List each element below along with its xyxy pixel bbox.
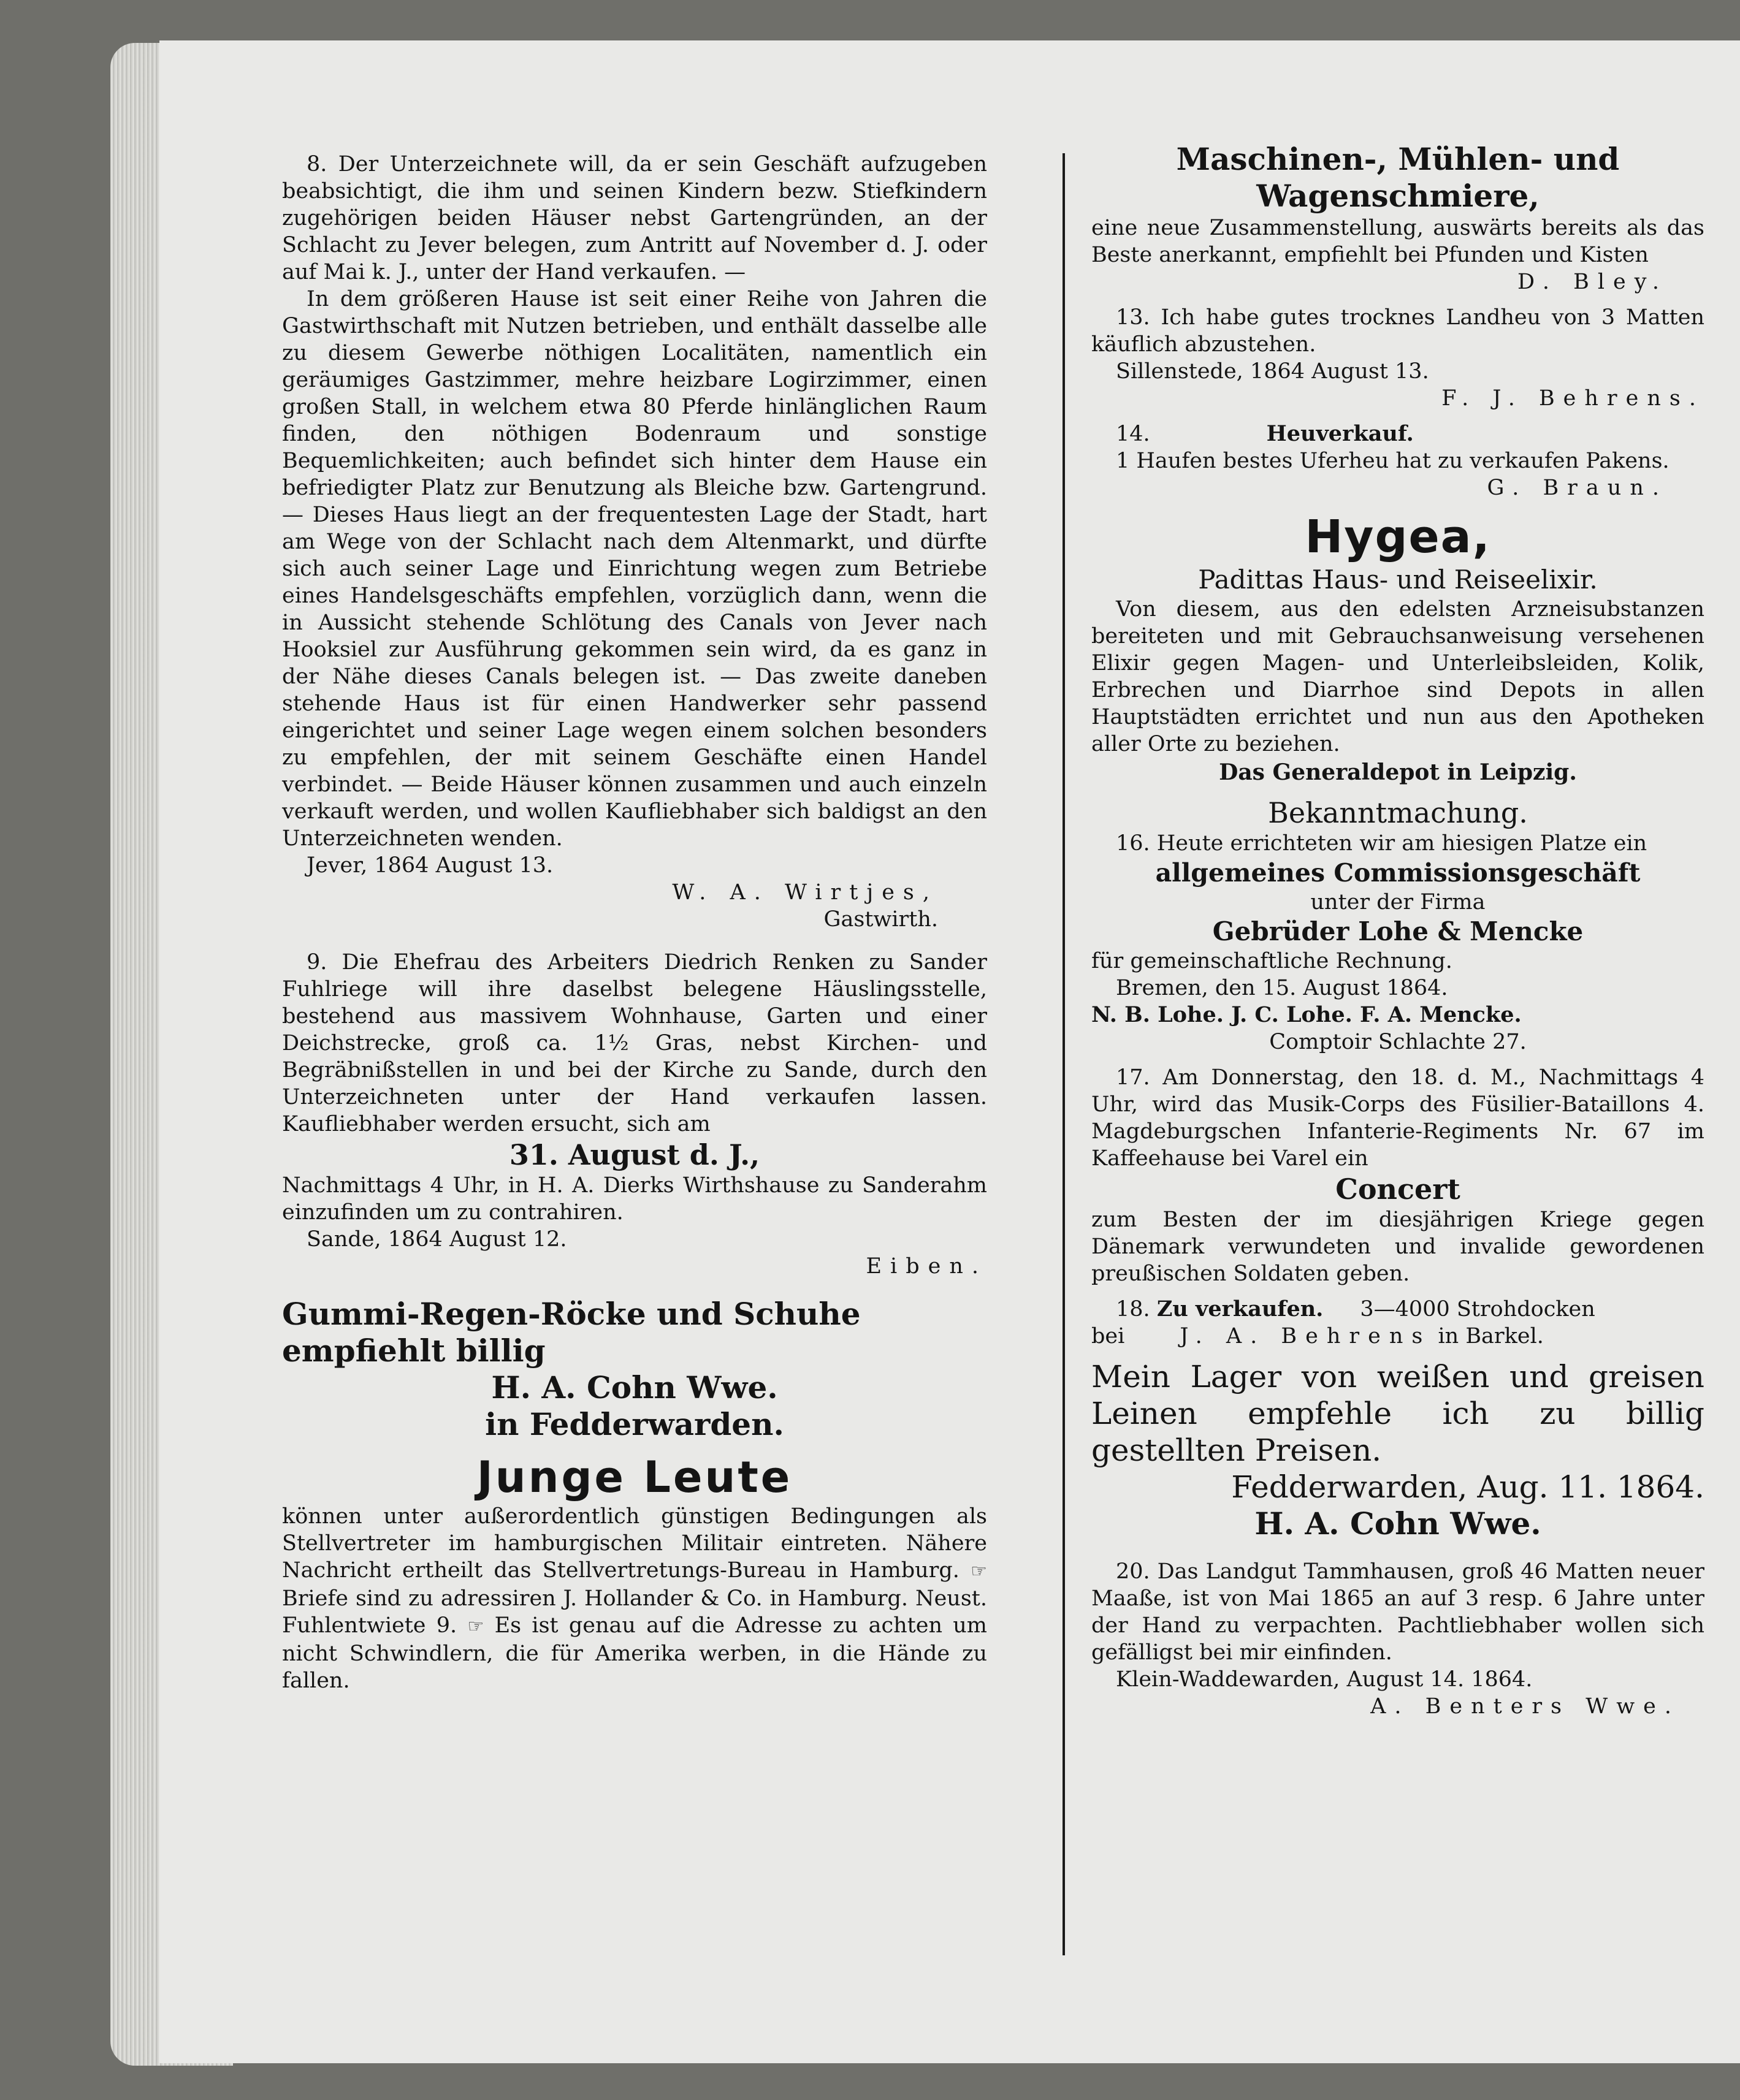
ad-8-signer: W. A. Wirtjes, [672,880,938,905]
bekanntmachung-firm-name: Gebrüder Lohe & Mencke [1212,916,1584,946]
bekanntmachung-signers: N. B. Lohe. J. C. Lohe. F. A. Mencke. [1091,1002,1522,1027]
ad-14-signer: G. Braun. [1487,476,1668,500]
ad-18-title: Zu verkaufen. [1156,1296,1324,1322]
ad-14-title: Heuverkauf. [1266,421,1414,446]
cohn-ad-line2: empfiehlt billig [282,1333,546,1369]
junge-leute-text-c: Es ist genau auf die Adresse zu achten um nicht Schwindlern, die für Amerika werben, in die Hände zu fallen. [282,1613,987,1693]
ad-8-description: In dem größeren Hause ist seit einer Reihe von Jahren die Gastwirthschaft mit Nutzen betrieben, und enthält dasselbe alle zu diesem Gewerbe nöthigen Localitäten, namentlich ein geräumiges Gastzimmer, mehre heizbare Logirzimmer, einen großen Stall, in welchem etwa 80 Pferde hinlänglichen Raum finden, den nöthigen Bodenraum und sonstige Bequemlichkeiten; auch befindet sich hinter dem Hause ein befriedigter Platz zur Benutzung als Bleiche bzw. Gartengrund. — Dieses Haus liegt an der frequentesten Lage der Stadt, hart am Wege von der Schlacht nach dem Altenmarkt, und dürfte sich auch seiner Lage und Einrichtung wegen zum Betriebe eines Handelsgeschäfts empfehlen, vorzüglich dann, wenn die in Aussicht stehende Schlötung des Canals von Jever nach Hooksiel zur Ausführung gekommen sein wird, da es ganz in der Nähe dieses Canals belegen ist. — Das zweite daneben stehende Haus ist für einen Handwerker sehr passend eingerichtet und seiner Lage wegen einem solchen besonders zu empfehlen, der mit seinem Geschäfte einen Handel verbindet. — Beide Häuser können zusammen und auch einzeln verkauft werden, und wollen Kaufliebhaber sich baldigst an den Unterzeichneten wenden. [282,287,987,851]
ad-9-date: 31. August d. J., [509,1138,760,1171]
ad-13-text: 13. Ich habe gutes trocknes Landheu von 3 Matten käuflich abzustehen. [1091,305,1704,357]
hygea-title: Hygea, [1305,511,1491,563]
ad-8-text: 8. Der Unterzeichnete will, da er sein Geschäft aufzugeben beabsichtigt, die ihm und seinen Kindern bezw. Stiefkindern zugehörigen beiden Häuser nebst Gartengründen, an der Schlacht zu Jever belegen, zum Antritt auf November d. J. oder auf Mai k. J., unter der Hand verkaufen. — [282,152,987,284]
cohn-ad-line1: Gummi-Regen-Röcke und Schuhe [282,1296,861,1332]
ad-17-text-2: zum Besten der im diesjährigen Kriege gegen Dänemark verwundeten und invalide gewordenen preußischen Soldaten geben. [1091,1208,1704,1286]
junge-leute-text-b: Briefe sind zu adressiren J. Hollander & Co. in Hamburg. Neust. Fuhlentwiete 9. [282,1586,987,1638]
ad-17-text: 17. Am Donnerstag, den 18. d. M., Nachmittags 4 Uhr, wird das Musik-Corps des Füsilier-Bataillons 4. Magdeburgschen Infanterie-Regiments Nr. 67 im Kaffeehause bei Varel ein [1091,1065,1704,1171]
bekanntmachung-firma: unter der Firma [1310,890,1486,915]
bekanntmachung-title: Bekanntmachung. [1268,796,1528,829]
pointing-hand-icon: ☞ [467,1616,484,1637]
ad-18-line2 [1091,1323,1704,1350]
cohn-ad-line4: in Fedderwarden. [485,1406,784,1442]
maschinen-signer: D. Bley. [1517,270,1668,294]
maschinen-text: eine neue Zusammenstellung, auswärts bereits als das Beste anerkannt, empfiehlt bei Pfunden und Kisten [1091,216,1704,267]
bekanntmachung-purpose: für gemeinschaftliche Rechnung. [1091,949,1452,973]
ad-18-text: 3—4000 Strohdocken [1360,1297,1595,1322]
ad-20-text: 20. Das Landgut Tammhausen, groß 46 Matten neuer Maaße, ist von Mai 1865 an auf 3 resp. 6 Jahre unter der Hand zu verpachten. Pachtliebhaber wollen sich gefälligst bei mir einfinden. [1091,1559,1704,1665]
column-divider [1063,153,1065,1955]
ad-18-name: J. A. Behrens [1180,1324,1432,1349]
ad-9-details: Nachmittags 4 Uhr, in H. A. Dierks Wirthshause zu Sanderahm einzufinden um zu contrahiren. [282,1173,987,1225]
junge-leute-title: Junge Leute [476,1452,793,1502]
ad-9-text: 9. Die Ehefrau des Arbeiters Diedrich Renken zu Sander Fuhlriege will ihre daselbst belegene Häuslingsstelle, bestehend aus massivem Wohnhause, Garten und einer Deichstrecke, groß ca. 1½ Gras, nebst Kirchen- und Begräbnißstellen in und bei der Kirche zu Sande, durch den Unterzeichneten unter der Hand verkaufen lassen. Kaufliebhaber werden ersucht, sich am [282,950,987,1136]
ad-8-role: Gastwirth. [823,907,938,932]
ad-13-signer: F. J. Behrens. [1441,386,1704,411]
ad-8-place-date: Jever, 1864 August 13. [307,853,554,878]
bekanntmachung-text: 16. Heute errichteten wir am hiesigen Platze ein [1116,831,1647,856]
ad-18-line1 [1091,1296,1704,1323]
ad-18-number: 18. [1116,1297,1150,1322]
ad-13-place-date: Sillenstede, 1864 August 13. [1116,359,1429,384]
bekanntmachung-place-date: Bremen, den 15. August 1864. [1116,976,1448,1000]
ad-18-place: in Barkel. [1438,1324,1544,1349]
bekanntmachung-address: Comptoir Schlachte 27. [1269,1030,1527,1054]
junge-leute-text-a: können unter außerordentlich günstigen Bedingungen als Stellvertreter im hamburgischen Militair eintreten. Nähere Nachricht ertheilt das Stellvertretungs-Bureau in Hamburg. [282,1504,987,1583]
hygea-depot: Das Generaldepot in Leipzig. [1219,759,1577,785]
hygea-text: Von diesem, aus den edelsten Arzneisubstanzen bereiteten und mit Gebrauchsanweisung versehenen Elixir gegen Magen- und Unterleibsleiden, Kolik, Erbrechen und Diarrhoe sind Depots in allen Hauptstädten errichtet und nun aus den Apotheken aller Orte zu beziehen. [1091,597,1704,756]
bekanntmachung-heading: allgemeines Commissionsgeschäft [1155,858,1641,888]
cohn-ad-line3: H. A. Cohn Wwe. [491,1369,778,1406]
ad-14-header [1091,420,1704,447]
lager-text: Mein Lager von weißen und greisen Leinen empfehle ich zu billig gestellten Preisen. [1091,1359,1704,1468]
junge-leute-text [282,1503,987,1694]
maschinen-title: Maschinen-, Mühlen- und Wagenschmiere, [1176,141,1620,214]
concert-title: Concert [1335,1173,1460,1206]
ad-9-place-date: Sande, 1864 August 12. [307,1227,567,1252]
lager-signer: H. A. Cohn Wwe. [1254,1505,1541,1542]
right-column [1091,141,1704,1720]
ad-14-text: 1 Haufen bestes Uferheu hat zu verkaufen Pakens. [1116,449,1669,473]
left-column [282,151,987,1694]
ad-18-bei: bei [1091,1324,1125,1349]
ad-20-place-date: Klein-Waddewarden, August 14. 1864. [1116,1667,1533,1692]
ad-20-signer: A. Benters Wwe. [1370,1694,1680,1719]
pointing-hand-icon: ☞ [971,1561,987,1582]
ad-14-number: 14. [1116,422,1150,446]
lager-place-date: Fedderwarden, Aug. 11. 1864. [1231,1469,1704,1505]
hygea-subtitle: Padittas Haus- und Reiseelixir. [1198,565,1598,595]
ad-9-signer: Eiben. [866,1254,987,1279]
